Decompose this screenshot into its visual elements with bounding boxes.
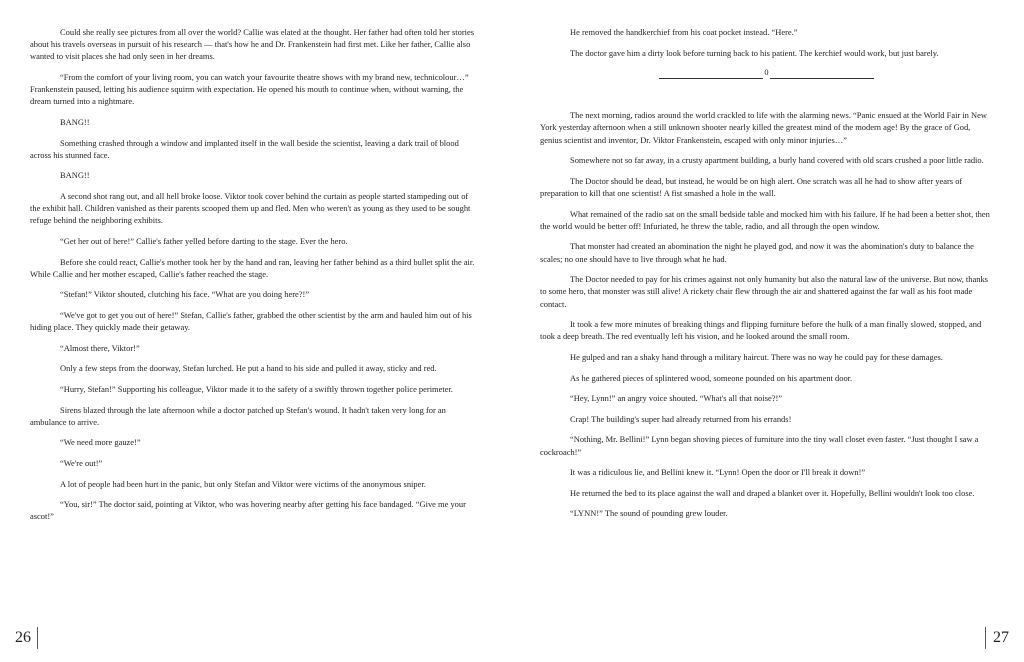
scene-break: [540, 67, 993, 79]
paragraph: A second shot rang out, and all hell broke loose. Viktor took cover behind the curtain as people started stampeding out of the exhibit hall. Children vanished as their parents scooped them up and fled. Men who weren't as young as they used to be sought refuge behind the neighboring exhibits.: [30, 190, 471, 226]
paragraph: He gulped and ran a shaky hand through a military haircut. There was no way he could pay for these damages.: [570, 351, 943, 362]
paragraph: The Doctor should be dead, but instead, he would be on high alert. One scratch was all he had to show after years of preparation to kill that one scientist! A fist smashed a hole in the wall.: [540, 175, 963, 198]
right-page-text: [540, 26, 993, 528]
paragraph: “Almost there, Viktor!”: [60, 342, 140, 353]
left-page-text: [30, 26, 480, 531]
right-page-number: 27: [993, 629, 1009, 646]
scene-break-rule-left: [659, 70, 763, 79]
paragraph: BANG!!: [60, 117, 90, 127]
paragraph: Could she really see pictures from all over the world? Callie was elated at the thought. Her father had often told her stories about his travels overseas in pursuit of his research — that's how he and Dr. Frankenstein had first met. Like her father, Callie also wanted to visit places she had only seen in her dreams.: [30, 27, 475, 62]
right-page: [512, 0, 1024, 662]
paragraph: Sirens blazed through the late afternoon while a doctor patched up Stefan's wound. It hadn't taken very long for an ambulance to arrive.: [30, 404, 446, 427]
paragraph: As he gathered pieces of splintered wood, someone pounded on his apartment door.: [570, 372, 853, 383]
paragraph: “Nothing, Mr. Bellini!” Lynn began shoving pieces of furniture into the tiny wall closet even faster. “Just thought I saw a cockroach!”: [540, 434, 979, 457]
paragraph: Somewhere not so far away, in a crusty apartment building, a burly hand covered with old scars crushed a poor little radio.: [570, 155, 984, 166]
paragraph: He removed the handkerchief from his coat pocket instead. “Here.”: [570, 27, 798, 37]
paragraph: “We've got to get you out of here!” Stefan, Callie's father, grabbed the other scientist by the arm and hauled him out of his hiding place. They quickly made their getaway.: [30, 309, 472, 333]
paragraph: “We need more gauze!”: [60, 437, 141, 448]
paragraph: “Hurry, Stefan!” Supporting his colleague, Viktor made it to the safety of a swiftly thrown together police perimeter.: [60, 383, 453, 394]
paragraph: What remained of the radio sat on the small bedside table and mocked him with his failure. If he had been a better shot, then the world would be better off! Infuriated, he threw the table, radio, and all through the open window.: [540, 208, 990, 231]
paragraph: The doctor gave him a dirty look before turning back to his patient. The kerchief would work, but just barely.: [570, 47, 939, 58]
folio-divider: [37, 627, 38, 649]
paragraph: “Stefan!” Viktor shouted, clutching his face. “What are you doing here?!”: [60, 289, 310, 300]
paragraph: A lot of people had been hurt in the panic, but only Stefan and Viktor were victims of the anonymous sniper.: [60, 478, 426, 489]
paragraph: “LYNN!” The sound of pounding grew louder.: [570, 508, 728, 519]
paragraph: “We're out!”: [60, 457, 103, 468]
paragraph: That monster had created an abomination the night he played god, and now it was the abomination's duty to balance the scales; no one should have to live through what he had.: [540, 241, 974, 264]
paragraph: “Get her out of here!” Callie's father yelled before darting to the stage. Ever the hero.: [60, 235, 348, 246]
paragraph: Only a few steps from the doorway, Stefan lurched. He put a hand to his side and pulled it away, sticky and red.: [60, 363, 437, 374]
paragraph: “From the comfort of your living room, you can watch your favourite theatre shows with my brand new, technicolour…” Frankenstein paused, letting his audience squirm with expectation. He opened his mouth to continue when, without warning, the dream turned into a nightmare.: [30, 72, 469, 107]
right-page-text-before-break: [540, 26, 993, 59]
right-page-folio: [985, 626, 1009, 650]
paragraph: “You, sir!” The doctor said, pointing at Viktor, who was hovering nearby after getting his face bandaged. “Give me your ascot!”: [30, 499, 466, 522]
paragraph: It took a few more minutes of breaking things and flipping furniture before the hulk of a man finally slowed, stopped, and took a deep breath. The red eventually left his vision, and he looked around the small room.: [540, 319, 982, 342]
paragraph: The Doctor needed to pay for his crimes against not only humanity but also the natural law of the universe. But now, thanks to some hero, that monster was still alive! A rickety chair flew through the air and shattered against the far wall as his foot made contact.: [540, 274, 988, 309]
left-page-number: 26: [15, 629, 31, 646]
paragraph: Something crashed through a window and implanted itself in the wall beside the scientist, leaving a dark trail of blood across his stunned face.: [30, 137, 459, 160]
paragraph: He returned the bed to its place against the wall and draped a blanket over it. Hopefully, Bellini wouldn't look too close.: [570, 487, 975, 498]
paragraph: It was a ridiculous lie, and Bellini knew it. “Lynn! Open the door or I'll break it down!”: [570, 467, 866, 478]
scene-break-glyph: 0: [764, 68, 769, 78]
paragraph: The next morning, radios around the world crackled to life with the alarming news. “Panic ensued at the World Fair in New York yesterday afternoon when a still unknown shooter nearly killed the greatest mind of the modern age! By the grace of God, genius scientist and inventor, Dr. Viktor Frankenstein, escaped with only minor injuries…”: [540, 110, 987, 145]
scene-break-rule-right: [770, 70, 874, 79]
left-page-folio: [15, 626, 38, 650]
paragraph: Crap! The building's super had already returned from his errands!: [570, 413, 792, 424]
paragraph: Before she could react, Callie's mother took her by the hand and ran, leaving her father behind as a third bullet split the air. While Callie and her mother escaped, Callie's father reached the stage.: [30, 256, 475, 279]
paragraph: “Hey, Lynn!” an angry voice shouted. “What's all that noise?!”: [570, 393, 783, 404]
paragraph: BANG!!: [60, 170, 90, 181]
folio-divider: [985, 627, 986, 649]
right-page-text-after-break: [540, 109, 993, 519]
